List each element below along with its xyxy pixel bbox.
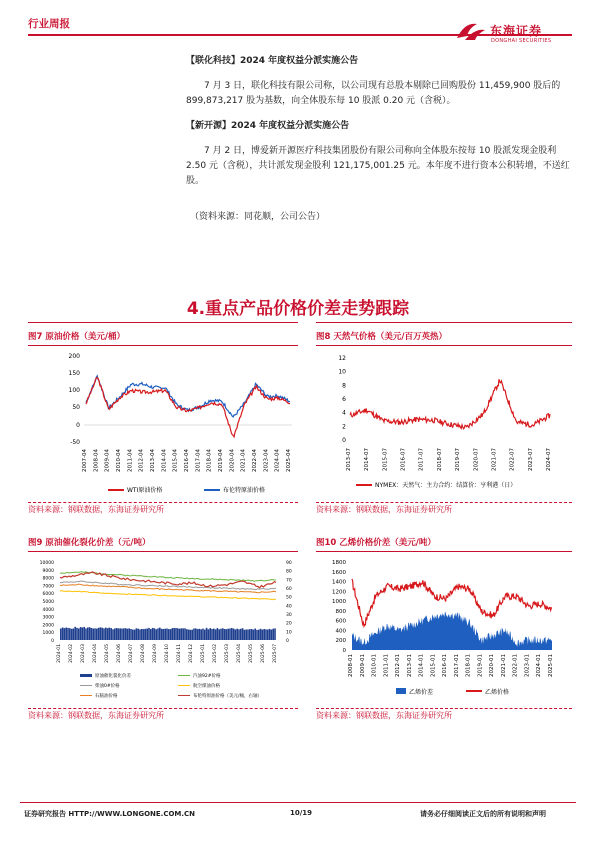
fig9-bar xyxy=(154,628,156,640)
fig8-legend: NYMEX：天然气：主力合约：结算价：亨利港（日） xyxy=(375,482,517,489)
fig7-xtick: 2022-04 xyxy=(252,449,258,472)
fig10-chart xyxy=(316,554,572,706)
fig9-bar xyxy=(130,629,132,640)
fig9-bar xyxy=(125,628,127,640)
fig9-bar xyxy=(69,628,71,640)
fig9-bar xyxy=(121,629,123,641)
fig8-ytick: 8 xyxy=(342,382,346,390)
fig10-ytick: 1600 xyxy=(332,569,346,576)
fig9-bar xyxy=(195,628,197,640)
fig10-ytick: 0 xyxy=(342,648,346,654)
fig9-y2tick: 40 xyxy=(286,604,292,610)
fig9-legend: 布伦特原油价格（美元/桶，右轴） xyxy=(193,694,263,699)
fig9-bar xyxy=(233,629,235,640)
fig9-bar xyxy=(179,629,181,640)
fig8-chart xyxy=(316,348,572,498)
fig9-bar xyxy=(170,629,172,640)
fig9-bar xyxy=(211,629,213,640)
fig9-bar xyxy=(181,628,183,640)
fig7-chart xyxy=(28,348,298,498)
fig9-y2tick: 70 xyxy=(286,578,292,584)
fig9-bar xyxy=(118,628,120,640)
brand-name-en: DONGHAI SECURITIES xyxy=(491,38,552,44)
fig9-y2tick: 90 xyxy=(286,561,292,566)
fig10-xtick: 2022-01 xyxy=(512,654,519,677)
fig9-rule xyxy=(28,551,298,552)
fig9-bar xyxy=(209,628,211,640)
fig9-bar xyxy=(193,629,195,641)
fig9-xtick: 2024-07 xyxy=(129,644,134,663)
section-rule-right xyxy=(316,322,572,323)
fig8-xtick: 2021-07 xyxy=(491,448,498,471)
fig7-xtick: 2011-04 xyxy=(127,449,134,472)
fig9-bar xyxy=(119,628,121,640)
fig9-bar xyxy=(242,628,244,640)
fig9-bar xyxy=(110,628,112,640)
fig9-bar xyxy=(260,629,262,640)
fig9-bar xyxy=(224,629,226,640)
fig9-legend: 原油催化裂化价差 xyxy=(95,674,131,679)
fig10-ytick: 1800 xyxy=(332,560,346,566)
fig9-ytick: 2000 xyxy=(42,623,54,629)
fig9-bar xyxy=(94,628,96,640)
fig9-xtick: 2025-01 xyxy=(201,644,206,663)
fig9-bar xyxy=(101,628,103,640)
fig9-bar xyxy=(197,629,199,640)
fig10-xtick: 2011-01 xyxy=(383,654,390,677)
fig9-bar xyxy=(188,630,190,641)
fig9-bar xyxy=(191,630,193,640)
fig8-ytick: 2 xyxy=(342,423,346,431)
fig10-ytick: 400 xyxy=(335,628,346,635)
fig9-bar xyxy=(128,628,130,640)
fig9-xtick: 2024-05 xyxy=(105,644,110,663)
fig9-legend: 柴油0#价格 xyxy=(95,684,120,689)
fig9-ytick: 10000 xyxy=(39,561,54,566)
fig9-xtick: 2024-10 xyxy=(165,644,170,663)
fig9-y2tick: 60 xyxy=(286,587,292,592)
fig9-bar xyxy=(150,629,152,640)
fig8-ytick: 4 xyxy=(342,409,346,417)
fig8-rule xyxy=(316,345,572,346)
fig9-bar xyxy=(163,629,165,640)
fig10-legend-spread: 乙烯价差 xyxy=(409,689,434,696)
fig7-xtick: 2014-04 xyxy=(161,449,168,472)
fig7-ytick: -50 xyxy=(70,439,80,446)
fig9-legend: 汽油92#价格 xyxy=(193,674,221,679)
fig7-ytick: 0 xyxy=(76,422,80,429)
fig7-xtick: 2007-04 xyxy=(82,449,88,472)
fig9-bar xyxy=(92,629,94,641)
fig8-xtick: 2013-07 xyxy=(346,448,352,471)
fig10-xtick: 2012-01 xyxy=(395,654,402,677)
fig9-bar xyxy=(91,628,93,640)
fig9-bar xyxy=(269,629,271,640)
fig10-xtick: 2009-01 xyxy=(359,654,366,677)
fig10-xtick: 2010-01 xyxy=(371,654,378,677)
fig9-bar xyxy=(262,630,264,640)
fig9-bar xyxy=(215,629,217,640)
fig10-rule xyxy=(316,551,572,552)
fig9-bar xyxy=(218,629,220,640)
fig7-xtick: 2008-04 xyxy=(93,449,100,472)
fig7-title: 图7 原油价格（美元/桶） xyxy=(28,332,125,342)
fig10-xtick: 2020-01 xyxy=(489,654,496,677)
fig9-bar xyxy=(271,630,273,640)
fig8-source: 资料来源：钢联数据，东海证券研究所 xyxy=(316,505,452,514)
announcement-body-2: 7 月 2 日，博爱新开源医疗科技集团股份有限公司称向全体股东按每 10 股派发现金股利 2.50 元（含税），共计派发现金股利 121,175,001.25 元。本年度不进行资本公积转增，不送红股。 xyxy=(186,146,570,186)
fig9-legend: 石脑油价格 xyxy=(95,694,118,699)
fig9-bar xyxy=(220,629,222,640)
fig9-bar xyxy=(67,628,69,640)
fig9-bar xyxy=(190,630,192,640)
fig7-xtick: 2013-04 xyxy=(150,449,156,472)
fig9-bar xyxy=(172,628,174,640)
fig9-bar xyxy=(240,629,242,640)
fig9-bar xyxy=(80,627,82,640)
fig9-bar xyxy=(251,629,253,640)
fig9-bar xyxy=(164,629,166,640)
fig7-xtick: 2023-04 xyxy=(263,449,270,472)
fig9-bar xyxy=(186,629,188,640)
fig8-xtick: 2014-07 xyxy=(364,448,371,471)
fig9-xtick: 2024-03 xyxy=(81,644,86,663)
fig7-legend-wti: WTI原油价格 xyxy=(127,487,163,494)
fig10-xtick: 2015-01 xyxy=(430,654,437,677)
fig7-rule xyxy=(28,345,298,346)
fig8-ytick: 0 xyxy=(342,437,346,444)
fig9-bar xyxy=(204,630,206,640)
footer-disclaimer: 请务必仔细阅读正文后的所有说明和声明 xyxy=(420,810,546,818)
fig7-ytick: 50 xyxy=(72,404,80,411)
section-rule-left xyxy=(28,322,298,323)
fig10-xtick: 2008-01 xyxy=(348,654,354,677)
fig7-ytick: 100 xyxy=(68,387,80,394)
fig9-bar xyxy=(222,628,224,640)
fig10-series-spread xyxy=(352,612,552,650)
fig9-bar xyxy=(64,628,66,640)
fig9-bar xyxy=(148,628,150,640)
fig7-legend-brent: 布伦特原油价格 xyxy=(223,487,266,494)
fig9-bar xyxy=(73,629,75,641)
fig8-ytick: 10 xyxy=(338,368,346,376)
fig9-bar xyxy=(177,628,179,640)
fig9-bar xyxy=(182,628,184,640)
fig10-ytick: 800 xyxy=(335,608,346,615)
fig9-bar xyxy=(200,629,202,640)
fig10-ytick: 600 xyxy=(335,618,346,625)
fig8-xtick: 2015-07 xyxy=(382,448,389,471)
fig9-bar xyxy=(213,629,215,640)
fig10-source-rule xyxy=(316,708,572,709)
fig9-bar xyxy=(146,629,148,641)
fig7-yticks xyxy=(69,353,81,446)
fig9-bar xyxy=(145,629,147,640)
fig9-bar xyxy=(227,629,229,640)
fig9-bar xyxy=(65,628,67,641)
fig9-ytick: 6000 xyxy=(42,592,54,598)
fig9-y2tick: 10 xyxy=(286,630,292,636)
fig9-ytick: 9000 xyxy=(42,568,54,574)
fig9-y2tick: 80 xyxy=(286,569,292,575)
fig9-bar xyxy=(236,629,238,640)
source-note: （资料来源：同花顺，公司公告） xyxy=(190,212,326,222)
fig10-title: 图10 乙烯价格价差（美元/吨） xyxy=(316,538,436,548)
fig9-bar xyxy=(105,628,107,640)
fig9-xtick: 2024-01 xyxy=(57,644,62,663)
fig7-source-rule xyxy=(28,502,298,503)
fig8-xtick: 2018-07 xyxy=(436,448,443,471)
fig10-xtick: 2014-01 xyxy=(418,654,425,677)
page-number: 10/19 xyxy=(290,809,313,817)
fig9-ytick: 1000 xyxy=(42,631,54,637)
fig9-bar xyxy=(100,627,102,640)
fig9-xtick: 2025-05 xyxy=(249,644,254,663)
fig8-xtick: 2019-07 xyxy=(455,448,462,471)
fig9-legend: 航空煤油价格 xyxy=(193,684,220,689)
announcement-title-2: 【新开源】2024 年度权益分派实施公告 xyxy=(186,121,350,131)
fig8-ytick: 6 xyxy=(342,396,346,403)
fig9-xtick: 2024-09 xyxy=(153,644,158,663)
fig9-bar xyxy=(114,629,116,641)
fig9-ytick: 5000 xyxy=(42,600,54,605)
fig9-xtick: 2025-02 xyxy=(213,644,218,663)
fig9-xtick: 2025-06 xyxy=(261,644,266,663)
fig10-source: 资料来源：钢联数据，东海证券研究所 xyxy=(316,711,452,720)
fig10-ytick: 1000 xyxy=(332,599,346,606)
fig9-bar xyxy=(272,629,274,640)
fig9-bar xyxy=(155,629,157,640)
fig7-xtick: 2024-04 xyxy=(274,449,281,472)
fig9-bar xyxy=(253,630,255,640)
fig9-bar xyxy=(157,628,159,640)
fig9-bar xyxy=(206,628,208,640)
fig9-bar xyxy=(175,628,177,640)
fig9-bar xyxy=(141,629,143,640)
fig9-bar xyxy=(267,630,269,641)
fig9-bar xyxy=(258,630,260,640)
fig10-legend-swatch-spread xyxy=(396,688,406,694)
fig9-bar xyxy=(173,628,175,640)
fig7-ytick: 150 xyxy=(68,370,80,377)
fig9-bar xyxy=(98,628,100,640)
fig9-bar xyxy=(161,629,163,640)
fig9-bar xyxy=(217,628,219,640)
fig9-bar xyxy=(226,629,228,640)
fig8-xtick: 2024-07 xyxy=(546,448,552,471)
fig9-bar xyxy=(208,629,210,640)
fig9-bar xyxy=(107,628,109,640)
fig7-xtick: 2019-04 xyxy=(218,449,224,472)
fig8-xtick: 2023-07 xyxy=(527,448,534,471)
fig9-bar xyxy=(249,629,251,640)
fig9-bar xyxy=(235,629,237,640)
fig9-xtick: 2024-02 xyxy=(69,644,74,663)
report-category: 行业周报 xyxy=(28,18,70,30)
fig8-ytick: 12 xyxy=(338,355,346,362)
fig9-bar xyxy=(229,629,231,641)
fig10-xtick: 2019-01 xyxy=(477,654,484,677)
fig9-bar xyxy=(89,627,91,640)
fig9-bar xyxy=(116,628,118,640)
fig7-xtick: 2017-04 xyxy=(195,449,202,472)
fig9-xtick: 2024-12 xyxy=(189,644,194,663)
fig10-xtick: 2024-01 xyxy=(536,654,543,677)
fig9-bar xyxy=(139,629,141,640)
footer-divider xyxy=(20,802,576,803)
fig9-bar xyxy=(109,628,111,640)
fig9-source: 资料来源：钢联数据，东海证券研究所 xyxy=(28,711,164,720)
fig9-title: 图9 原油催化裂化价差（元/吨） xyxy=(28,538,151,548)
fig9-bar xyxy=(244,630,246,640)
brand-name: 东海证券 xyxy=(490,24,543,38)
fig10-xtick: 2013-01 xyxy=(406,654,413,677)
donghai-logo-icon xyxy=(455,18,487,44)
footer-left: 证券研究报告 HTTP://WWW.LONGONE.COM.CN xyxy=(24,810,196,818)
fig9-y2tick: 50 xyxy=(286,595,292,601)
fig9-xtick: 2024-08 xyxy=(141,644,146,663)
fig9-bar xyxy=(127,629,129,640)
fig9-xtick: 2025-07 xyxy=(273,644,278,663)
fig7-xtick: 2015-04 xyxy=(172,449,179,472)
fig9-ytick: 7000 xyxy=(42,584,54,590)
fig9-bar xyxy=(199,629,201,640)
fig10-xtick: 2017-01 xyxy=(453,654,460,677)
fig9-bar xyxy=(60,629,62,641)
fig7-xtick: 2020-04 xyxy=(229,449,236,472)
fig9-bar xyxy=(159,628,161,640)
fig9-bar xyxy=(134,630,136,640)
fig9-chart xyxy=(28,554,298,706)
fig10-legend-price: 乙烯价格 xyxy=(485,689,510,696)
fig9-bar xyxy=(137,629,139,640)
fig9-bar xyxy=(136,628,138,640)
fig9-bar xyxy=(123,628,125,640)
fig7-xtick: 2021-04 xyxy=(240,449,247,472)
section-title: 4.重点产品价格价差走势跟踪 xyxy=(186,299,410,319)
fig7-ytick: 200 xyxy=(68,353,80,360)
fig9-bar xyxy=(78,628,80,640)
fig10-xtick: 2021-01 xyxy=(500,654,507,677)
fig10-xtick: 2025-01 xyxy=(548,654,554,677)
fig8-title: 图8 天然气价格（美元/百万英热） xyxy=(316,332,447,342)
fig9-xtick: 2024-06 xyxy=(117,644,122,663)
fig9-bar xyxy=(263,629,265,640)
fig10-ytick: 200 xyxy=(335,638,346,645)
fig9-bar xyxy=(168,629,170,640)
fig10-xtick: 2018-01 xyxy=(465,654,472,677)
fig9-source-rule xyxy=(28,708,298,709)
fig9-bar xyxy=(82,628,84,641)
fig8-xtick: 2022-07 xyxy=(509,448,516,471)
fig7-xtick: 2009-04 xyxy=(104,449,111,472)
fig8-source-rule xyxy=(316,502,572,503)
fig9-bar xyxy=(274,628,276,640)
fig8-xtick: 2016-07 xyxy=(400,448,407,471)
fig9-bar xyxy=(112,629,114,640)
fig9-bar xyxy=(132,630,134,640)
fig9-xtick: 2024-04 xyxy=(93,644,98,663)
fig9-bar xyxy=(62,628,64,641)
fig9-bar xyxy=(85,628,87,640)
fig9-bar xyxy=(184,628,186,640)
fig9-bar xyxy=(96,629,98,640)
fig9-bar xyxy=(83,627,85,640)
fig7-xtick: 2010-04 xyxy=(116,449,122,472)
fig9-ytick: 8000 xyxy=(42,576,54,582)
fig9-bar xyxy=(143,629,145,640)
fig9-xtick: 2025-03 xyxy=(225,644,230,663)
fig9-y2tick: 30 xyxy=(286,613,292,618)
fig9-y2tick: 0 xyxy=(286,639,289,644)
fig9-bar xyxy=(103,628,105,640)
fig9-bar xyxy=(245,630,247,641)
fig10-xtick: 2023-01 xyxy=(524,654,531,677)
fig8-xtick: 2017-07 xyxy=(418,448,425,471)
fig9-ytick: 0 xyxy=(51,639,54,644)
fig9-xtick: 2025-04 xyxy=(237,644,242,663)
fig7-xtick: 2018-04 xyxy=(206,449,213,472)
fig9-xtick: 2024-11 xyxy=(177,644,182,663)
fig9-bar xyxy=(238,629,240,640)
fig7-xtick: 2025-04 xyxy=(286,449,292,472)
fig9-bar xyxy=(202,629,204,640)
fig9-bar xyxy=(231,628,233,640)
fig10-ytick: 1400 xyxy=(332,579,346,586)
fig10-xtick: 2016-01 xyxy=(442,654,449,677)
fig9-bar xyxy=(71,629,73,640)
fig9-bar xyxy=(256,630,258,640)
fig8-series-gas xyxy=(350,379,550,429)
fig9-ytick: 3000 xyxy=(42,615,54,621)
fig10-ytick: 1200 xyxy=(332,589,346,596)
fig8-xtick: 2020-07 xyxy=(473,448,480,471)
fig9-y2tick: 20 xyxy=(286,621,292,627)
fig9-bar xyxy=(265,629,267,640)
fig9-series-gasoline xyxy=(60,572,276,582)
fig9-bar xyxy=(166,629,168,641)
fig9-bar xyxy=(76,628,78,640)
fig9-bar xyxy=(247,629,249,640)
fig9-bar xyxy=(152,628,154,640)
fig7-xtick: 2016-04 xyxy=(184,449,190,472)
fig9-bar xyxy=(87,628,89,641)
fig9-bar xyxy=(74,627,76,640)
fig9-ytick: 4000 xyxy=(42,607,54,613)
fig7-xtick: 2012-04 xyxy=(138,449,145,472)
announcement-body-1: 7 月 3 日，联化科技有限公司称，以公司现有总股本剔除已回购股份 11,459,900 股后的 899,873,217 股为基数，向全体股东每 10 股派 0.20 元（含税）。 xyxy=(186,81,561,106)
fig9-bar xyxy=(254,629,256,641)
announcement-title-1: 【联化科技】2024 年度权益分派实施公告 xyxy=(186,56,359,66)
fig7-source: 资料来源：钢联数据，东海证券研究所 xyxy=(28,505,164,514)
